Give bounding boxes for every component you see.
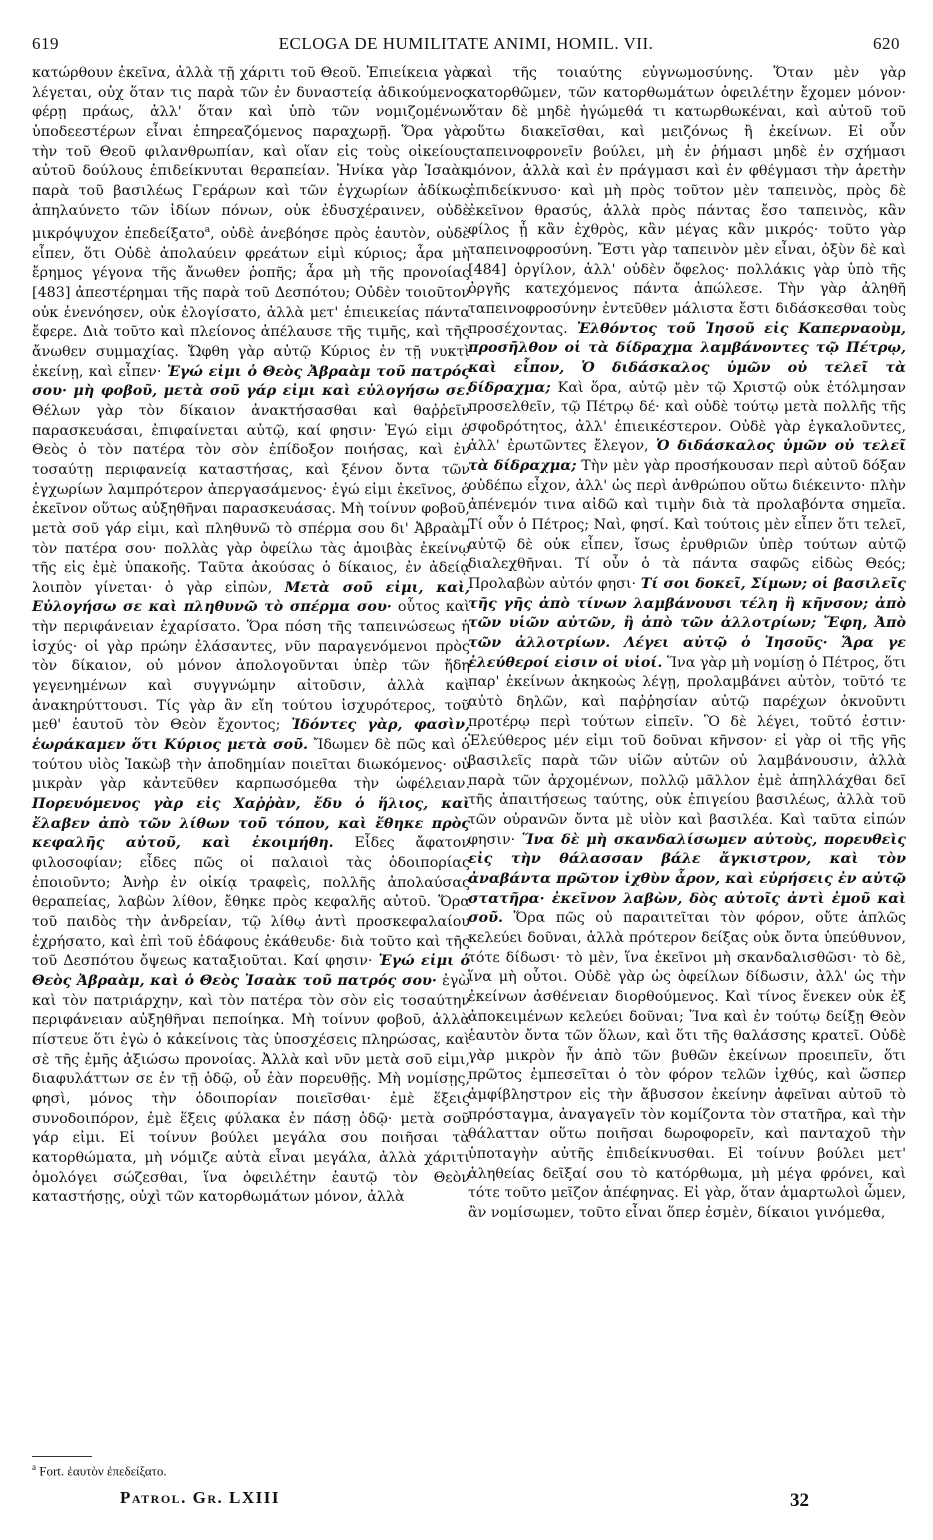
scripture-quote: Πορευόμενος γὰρ εἰς Χαῤῥὰν, ἔδυ ὁ ἥλιος, καὶ ἔλαβεν ἀπὸ τῶν λίθων τοῦ τόπου, καὶ ἔθηκε πρὸς κεφαλῆς αὐτοῦ, καὶ ἐκοιμήθη. bbox=[32, 796, 470, 852]
footnote-marker: a bbox=[32, 1462, 36, 1472]
right-column bbox=[468, 64, 906, 1224]
text-run: , οὐδὲ ἀνεβόησε πρὸς ἑαυτὸν, οὐδὲ εἶπεν, ὅτι Οὐδὲ ἀπολαύειν φρεάτων εἰμὶ κύριος; ἆρα μὴ ἔρημος γέγονα τῆς ἄνωθεν ῥοπῆς; ἆρα μὴ τῆς προνοίας [483] ἀπεστέρημαι τῆς παρὰ τοῦ Δεσπότου; Οὐδὲν τοιοῦτον οὐκ ἐνενόησεν, οὐκ ἐλογίσατο, ἀλλὰ μετ' ἐπιεικείας πάντα ἔφερε. Διὰ τοῦτο καὶ πλείονος ἀπέλαυσε τῆς τιμῆς, καὶ τῆς ἄνωθεν συμμαχίας. Ὤφθη γὰρ αὐτῷ Κύριος ἐν τῇ νυκτὶ ἐκείνῃ, καὶ εἶπεν· bbox=[32, 226, 470, 380]
footnote bbox=[32, 1462, 452, 1479]
left-column bbox=[32, 64, 470, 1208]
scripture-quote: Ἰδόντες γὰρ, φασὶν, ἑωράκαμεν ὅτι Κύριος μετὰ σοῦ. bbox=[32, 717, 470, 754]
running-header bbox=[32, 34, 900, 60]
page-number-left: 619 bbox=[32, 34, 59, 53]
text-run: Καὶ ὅρα, αὐτῷ μὲν τῷ Χριστῷ οὐκ ἐτόλμησαν προσελθεῖν, τῷ Πέτρῳ δέ· καὶ οὐδὲ τούτῳ μετὰ πολλῆς τῆς σφοδρότητος, ἀλλ' ἐπιεικέστερον. Οὐδὲ γὰρ ἐγκαλοῦντες, ἀλλ' ἐρωτῶντες ἔλεγον, bbox=[468, 379, 907, 455]
text-run: Θέλων γὰρ τὸν δίκαιον ἀνακτήσασθαι καὶ θαῤῥεῖν παρασκευάσαι, ἐπιφαίνεται αὐτῷ, καί φησιν· Ἐγώ εἰμι ὁ Θεὸς ὁ τὸν πατέρα τὸν σὸν ἐπίδοξον ποιήσας, καὶ ἐν τοσαύτῃ περιφανείᾳ καταστήσας, καὶ ξένον ὄντα τῶν ἐγχωρίων λαμπρότερον ἀπεργασάμενος· ἐγώ εἰμι ἐκεῖνος, ὁ ἐκεῖνον οὕτως αὐξηθῆναι παρασκευάσας. Μὴ τοίνυν φοβοῦ, μετὰ σοῦ γάρ εἰμι, καὶ πληθυνῶ τὸ σπέρμα σου δι' Ἀβραὰμ τὸν πατέρα σου· πολλὰς γὰρ ὀφείλω τὰς ἀμοιβὰς ἐκείνῳ τῆς εἰς ἐμὲ ὑπακοῆς. Ταῦτα ἀκούσας ὁ δίκαιος, ἐν ἀδείᾳ λοιπὸν γίνεται· ὁ γὰρ εἰπὼν, bbox=[32, 402, 470, 596]
paragraph bbox=[468, 64, 906, 1224]
scripture-quote: Ὁ διδάσκαλος ὑμῶν οὐ τελεῖ τὰ δίδραχμα; bbox=[468, 438, 906, 475]
text-run: κατώρθουν ἐκεῖνα, ἀλλὰ τῇ χάριτι τοῦ Θεοῦ. Ἐπιείκεια γὰρ λέγεται, οὐχ ὅταν τις παρὰ τῶν ἐν δυναστείᾳ ἀδικούμενος φέρῃ πράως, ἀλλ' ὅταν καὶ ὑπὸ τῶν νομιζομένων ὑποδεεστέρων εἶναι ἐπηρεαζόμενος παραχωρῇ. Ὅρα γὰρ τὴν τοῦ Θεοῦ φιλανθρωπίαν, καὶ οἵαν εἰς τοὺς οἰκείους αὐτοῦ δούλους ἐπιδείκνυται θεραπείαν. Ἡνίκα γὰρ Ἰσαὰκ παρὰ τοῦ βασιλέως Γεράρων καὶ τῶν ἐγχωρίων ἀδίκως ἀπηλαύνετο τῶν ἰδίων πόνων, οὐκ ἐδυσχέραινεν, οὐδὲ μικρόψυχον ἐπεδείξατο bbox=[32, 65, 470, 243]
paragraph bbox=[32, 64, 470, 1208]
text-run: Εἶδες ἄφατον φιλοσοφίαν; εἶδες πῶς οἱ παλαιοὶ τὰς ὁδοιπορίας ἐποιοῦντο; Ἀνὴρ ἐν οἰκίᾳ τραφεὶς, πολλῆς ἀπολαύσας θεραπείας, λαβὼν λίθον, ἔθηκε πρὸς κεφαλῆς αὐτοῦ. Ὅρα τοῦ παιδὸς τὴν ἀνδρείαν, τῷ λίθῳ ἀντὶ προσκεφαλαίου ἐχρήσατο, καὶ ἐπὶ τοῦ ἐδάφους ἐκάθευδε· διὰ τοῦτο καὶ τῆς τοῦ Δεσπότου ὄψεως καταξιοῦται. Καί φησιν· bbox=[32, 835, 471, 970]
footnote-ref: a bbox=[204, 225, 211, 236]
scripture-quote: Ἔφη, Ἀπὸ τῶν ἀλλοτρίων. Λέγει αὐτῷ ὁ Ἰησοῦς· Ἄρα γε ἐλεύθεροί εἰσιν οἱ υἱοί. bbox=[468, 615, 906, 671]
scripture-quote: Ἐλθόντος τοῦ Ἰησοῦ εἰς Καπερναοὺμ, προσῆλθον οἱ τὰ δίδραχμα λαμβάνοντες τῷ Πέτρῳ, καὶ εἶπον, Ὁ διδάσκαλος ὑμῶν οὐ τελεῖ τὰ δίδραχμα; bbox=[468, 320, 906, 396]
scripture-quote: Ἵνα δὲ μὴ σκανδαλίσωμεν αὐτοὺς, πορευθεὶς εἰς τὴν θάλασσαν βάλε ἄγκιστρον, καὶ τὸν ἀναβάντα πρῶτον ἰχθὺν ἆρον, καὶ εὑρήσεις ἐν αὐτῷ στατῆρα· ἐκεῖνον λαβὼν, δὸς αὐτοῖς ἀντὶ ἐμοῦ καὶ σοῦ. bbox=[468, 831, 906, 927]
scripture-quote: Τί σοι δοκεῖ, Σίμων; οἱ βασιλεῖς τῆς γῆς ἀπὸ τίνων λαμβάνουσι τέλη ἢ κῆνσον; ἀπὸ τῶν υἱῶν αὐτῶν, ἢ ἀπὸ τῶν ἀλλοτρίων; bbox=[468, 576, 906, 632]
text-run: Ἵνα γὰρ μὴ νομίσῃ ὁ Πέτρος, ὅτι παρ' ἐκείνων ἀκηκοὼς λέγῃ, προλαμβάνει αὐτὸν, τοῦτό τε αὐτὸ δηλῶν, καὶ παῤῥησίαν αὐτῷ παρέχων ὀκνοῦντι προτέρῳ περὶ τούτων εἰπεῖν. Ὃ δὲ λέγει, τοῦτό ἐστιν· Ἐλεύθερος μέν εἰμι τοῦ δοῦναι κῆνσον· εἰ γὰρ οἱ τῆς γῆς βασιλεῖς παρὰ τῶν υἱῶν αὐτῶν οὐ λαμβάνουσιν, ἀλλὰ παρὰ τῶν ἀρχομένων, πολλῷ μᾶλλον ἐμὲ ἀπηλλάχθαι δεῖ τῆς ἀπαιτήσεως ταύτης, οὐκ ἐπιγείου βασιλέως, ἀλλὰ τοῦ τῶν οὐρανῶν ὄντα μὲ υἱὸν καὶ βασιλέα. Καὶ ταῦτα εἰπών φησιν· bbox=[468, 654, 907, 848]
signature-label: Patrol. Gr. LXIII bbox=[120, 1488, 281, 1507]
scripture-quote: Μετὰ σοῦ εἰμι, καὶ, Εὐλογήσω σε καὶ πληθυνῶ τὸ σπέρμα σου· bbox=[32, 579, 471, 616]
text-run: ἐγὼ καὶ τὸν πατριάρχην, καὶ τὸν πατέρα τὸν σὸν εἰς τοσαύτην περιφάνειαν αὐξηθῆναι πεποίηκα. Μὴ τοίνυν φοβοῦ, ἀλλὰ πίστευε ὅτι ἐγὼ ὁ κἀκείνοις τὰς ὑποσχέσεις πληρώσας, καὶ σὲ τῆς ἐμῆς ἀξιώσω προνοίας. Ἀλλὰ καὶ νῦν μετὰ σοῦ εἰμι, διαφυλάττων σε ἐν τῇ ὁδῷ, οὗ ἐὰν πορευθῇς. Μὴ νομίσῃς, φησὶ, μόνος τὴν ὁδοιπορίαν ποιεῖσθαι· ἐμὲ ἕξεις συνοδοιπόρον, ἐμὲ ἕξεις φύλακα ἐν πάσῃ ὁδῷ· μετὰ σοῦ γάρ εἰμι. Εἰ τοίνυν βούλει μεγάλα σου ποιῆσαι τὰ κατορθώματα, μὴ νόμιζε αὐτὰ εἶναι μεγάλα, ἀλλὰ χάριτι ὁμολόγει σώζεσθαι, ἵνα ὀφειλέτην ἑαυτῷ τὸν Θεὸν καταστήσῃς, οὐχὶ τῶν κατορθωμάτων μόνον, ἀλλὰ bbox=[32, 972, 470, 1206]
scripture-quote: Ἐγώ εἰμι ὁ Θεὸς Ἀβραὰμ, καὶ ὁ Θεὸς Ἰσαὰκ τοῦ πατρός σου· bbox=[32, 953, 470, 989]
signature-number: 32 bbox=[790, 1490, 809, 1511]
text-run: Ἴδωμεν δὲ πῶς καὶ ὁ τούτου υἱὸς Ἰακὼβ τὴν ἀποδημίαν ποιεῖται διωκόμενος· οὐ μικρὰν γὰρ κἀντεῦθεν καρπωσόμεθα τὴν ὠφέλειαν. bbox=[32, 737, 470, 793]
text-run: οὗτος καὶ τὴν περιφάνειαν ἐχαρίσατο. Ὅρα πόση τῆς ταπεινώσεως ἡ ἰσχύς· οἱ γὰρ πρώην ἐλάσαντες, νῦν παραγενόμενοι πρὸς τὸν δίκαιον, οὐ μόνον ἀπολογοῦνται ὑπὲρ τῶν ἤδη γεγενημένων καὶ συγγνώμην αἰτοῦσιν, ἀλλὰ καὶ ἀνακηρύττουσι. Τίς γὰρ ἂν εἴη τούτου ἰσχυρότερος, τοῦ μεθ' ἑαυτοῦ τὸν Θεὸν ἔχοντος; bbox=[32, 599, 470, 734]
page-number-right: 620 bbox=[873, 34, 900, 53]
scripture-quote: Ἐγώ εἰμι ὁ Θεὸς Ἀβραὰμ τοῦ πατρός σου· μὴ φοβοῦ, μετὰ σοῦ γάρ εἰμι καὶ εὐλογήσω σε. bbox=[32, 363, 470, 400]
footnote-text: Fort. ἑαυτὸν ἐπεδείξατο. bbox=[39, 1463, 167, 1479]
text-run: Ὅρα πῶς οὐ παραιτεῖται τὸν φόρον, οὔτε ἁπλῶς κελεύει δοῦναι, ἀλλὰ πρότερον δείξας οὐκ ὄντα ὑπεύθυνον, τότε δίδωσι· τὸ μὲν, ἵνα ἐκεῖνοι μὴ σκανδαλισθῶσι· τὸ δὲ, ἵνα μὴ οὗτοι. Οὐδὲ γὰρ ὡς ὀφείλων δίδωσιν, ἀλλ' ὡς τὴν ἐκείνων ἀσθένειαν διορθούμενος. Καὶ τίνος ἕνεκεν οὐκ ἐξ ἀποκειμένων κελεύει δοῦναι; Ἵνα καὶ ἐν τούτῳ δείξῃ Θεὸν ἑαυτὸν ὄντα τῶν ὅλων, καὶ ὅτι τῆς θαλάσσης κρατεῖ. Οὐδὲ γὰρ μικρὸν ἦν ἀπὸ τῶν βυθῶν ἐκείνων προειπεῖν, ὅτι πρῶτος ἐμπεσεῖται ὁ τὸν φόρον τελῶν ἰχθύς, καὶ ὥσπερ ἀμφίβληστρον εἰς τὴν ἄβυσσον ἐκείνην ἀφεῖναι αὐτοῦ τὸ πρόσταγμα, ἀναγαγεῖν τὸν κομίζοντα τὸν στατῆρα, καὶ τὴν θάλατταν οὕτω ποιῆσαι δωροφορεῖν, καὶ πανταχοῦ τὴν ὑποταγὴν αὐτῆς ἐπιδείκνυσθαι. Εἰ τοίνυν βούλει μετ' ἀληθείας δεῖξαί σου τὸ κατόρθωμα, μὴ μέγα φρόνει, καὶ τότε τοῦτο μεῖζον ἀπέφηνας. Εἰ γὰρ, ὅταν ἁμαρτωλοὶ ὦμεν, ἂν νομίσωμεν, τοῦτο εἶναι ὅπερ ἐσμὲν, δίκαιοι γινόμεθα, bbox=[468, 910, 906, 1222]
text-run: καὶ τῆς τοιαύτης εὐγνωμοσύνης. Ὅταν μὲν γὰρ κατορθῶμεν, τῶν κατορθωμάτων ὀφειλέτην ἔχομεν μόνον· ὅταν δὲ μηδὲ ἡγώμεθά τι κατωρθωκέναι, καὶ αὐτοῦ τοῦ οὕτω διακεῖσθαι, καὶ μειζόνως ἢ ἐκείνων. Εἰ οὖν ταπεινοφρονεῖν βούλει, μὴ ἐν ῥήμασι μηδὲ ἐν σχήμασι μόνον, ἀλλὰ καὶ ἐν πράγμασι καὶ ἐν φθέγμασι τὴν ἀρετὴν ἐπιδείκνυσο· καὶ μὴ πρὸς τοῦτον μὲν ταπεινὸς, πρὸς δὲ ἐκεῖνον θρασύς, ἀλλὰ πρὸς πάντας ἔσο ταπεινὸς, κἂν φίλος ᾖ κἂν ἐχθρὸς, κἂν μέγας κἂν μικρός· τοῦτο γὰρ ταπεινοφροσύνη. Ἔστι γὰρ ταπεινὸν μὲν εἶναι, ὀξὺν δὲ καὶ [484] ὀργίλον, ἀλλ' οὐδὲν ὄφελος· πολλάκις γὰρ ὑπὸ τῆς ὀργῆς κατεχόμενος πάντα ἀπώλεσε. Τὴν γὰρ ἀληθῆ ταπεινοφροσύνην ἐντεῦθεν μάλιστα ἔστι διδάσκεσθαι τοὺς προσέχοντας. bbox=[468, 65, 906, 337]
footnote-rule bbox=[32, 1456, 92, 1457]
running-title: ECLOGA DE HUMILITATE ANIMI, HOMIL. VII. bbox=[278, 34, 654, 53]
text-run: Τὴν μὲν γὰρ προσήκουσαν περὶ αὐτοῦ δόξαν οὐδέπω εἶχον, ἀλλ' ὡς περὶ ἀνθρώπου οὕτω διέκειντο· πλὴν ἀπένεμόν τινα αἰδῶ καὶ τιμὴν διὰ τὰ προλαβόντα σημεῖα. Τί οὖν ὁ Πέτρος; Ναὶ, φησί. Καὶ τούτοις μὲν εἶπεν ὅτι τελεῖ, αὐτῷ δὲ οὐκ εἶπεν, ἴσως ἐρυθριῶν ὑπὲρ τούτων αὐτῷ διαλεχθῆναι. Τί οὖν ὁ τὰ πάντα σαφῶς εἰδὼς Θεός; Προλαβὼν αὐτόν φησι· bbox=[468, 458, 906, 593]
